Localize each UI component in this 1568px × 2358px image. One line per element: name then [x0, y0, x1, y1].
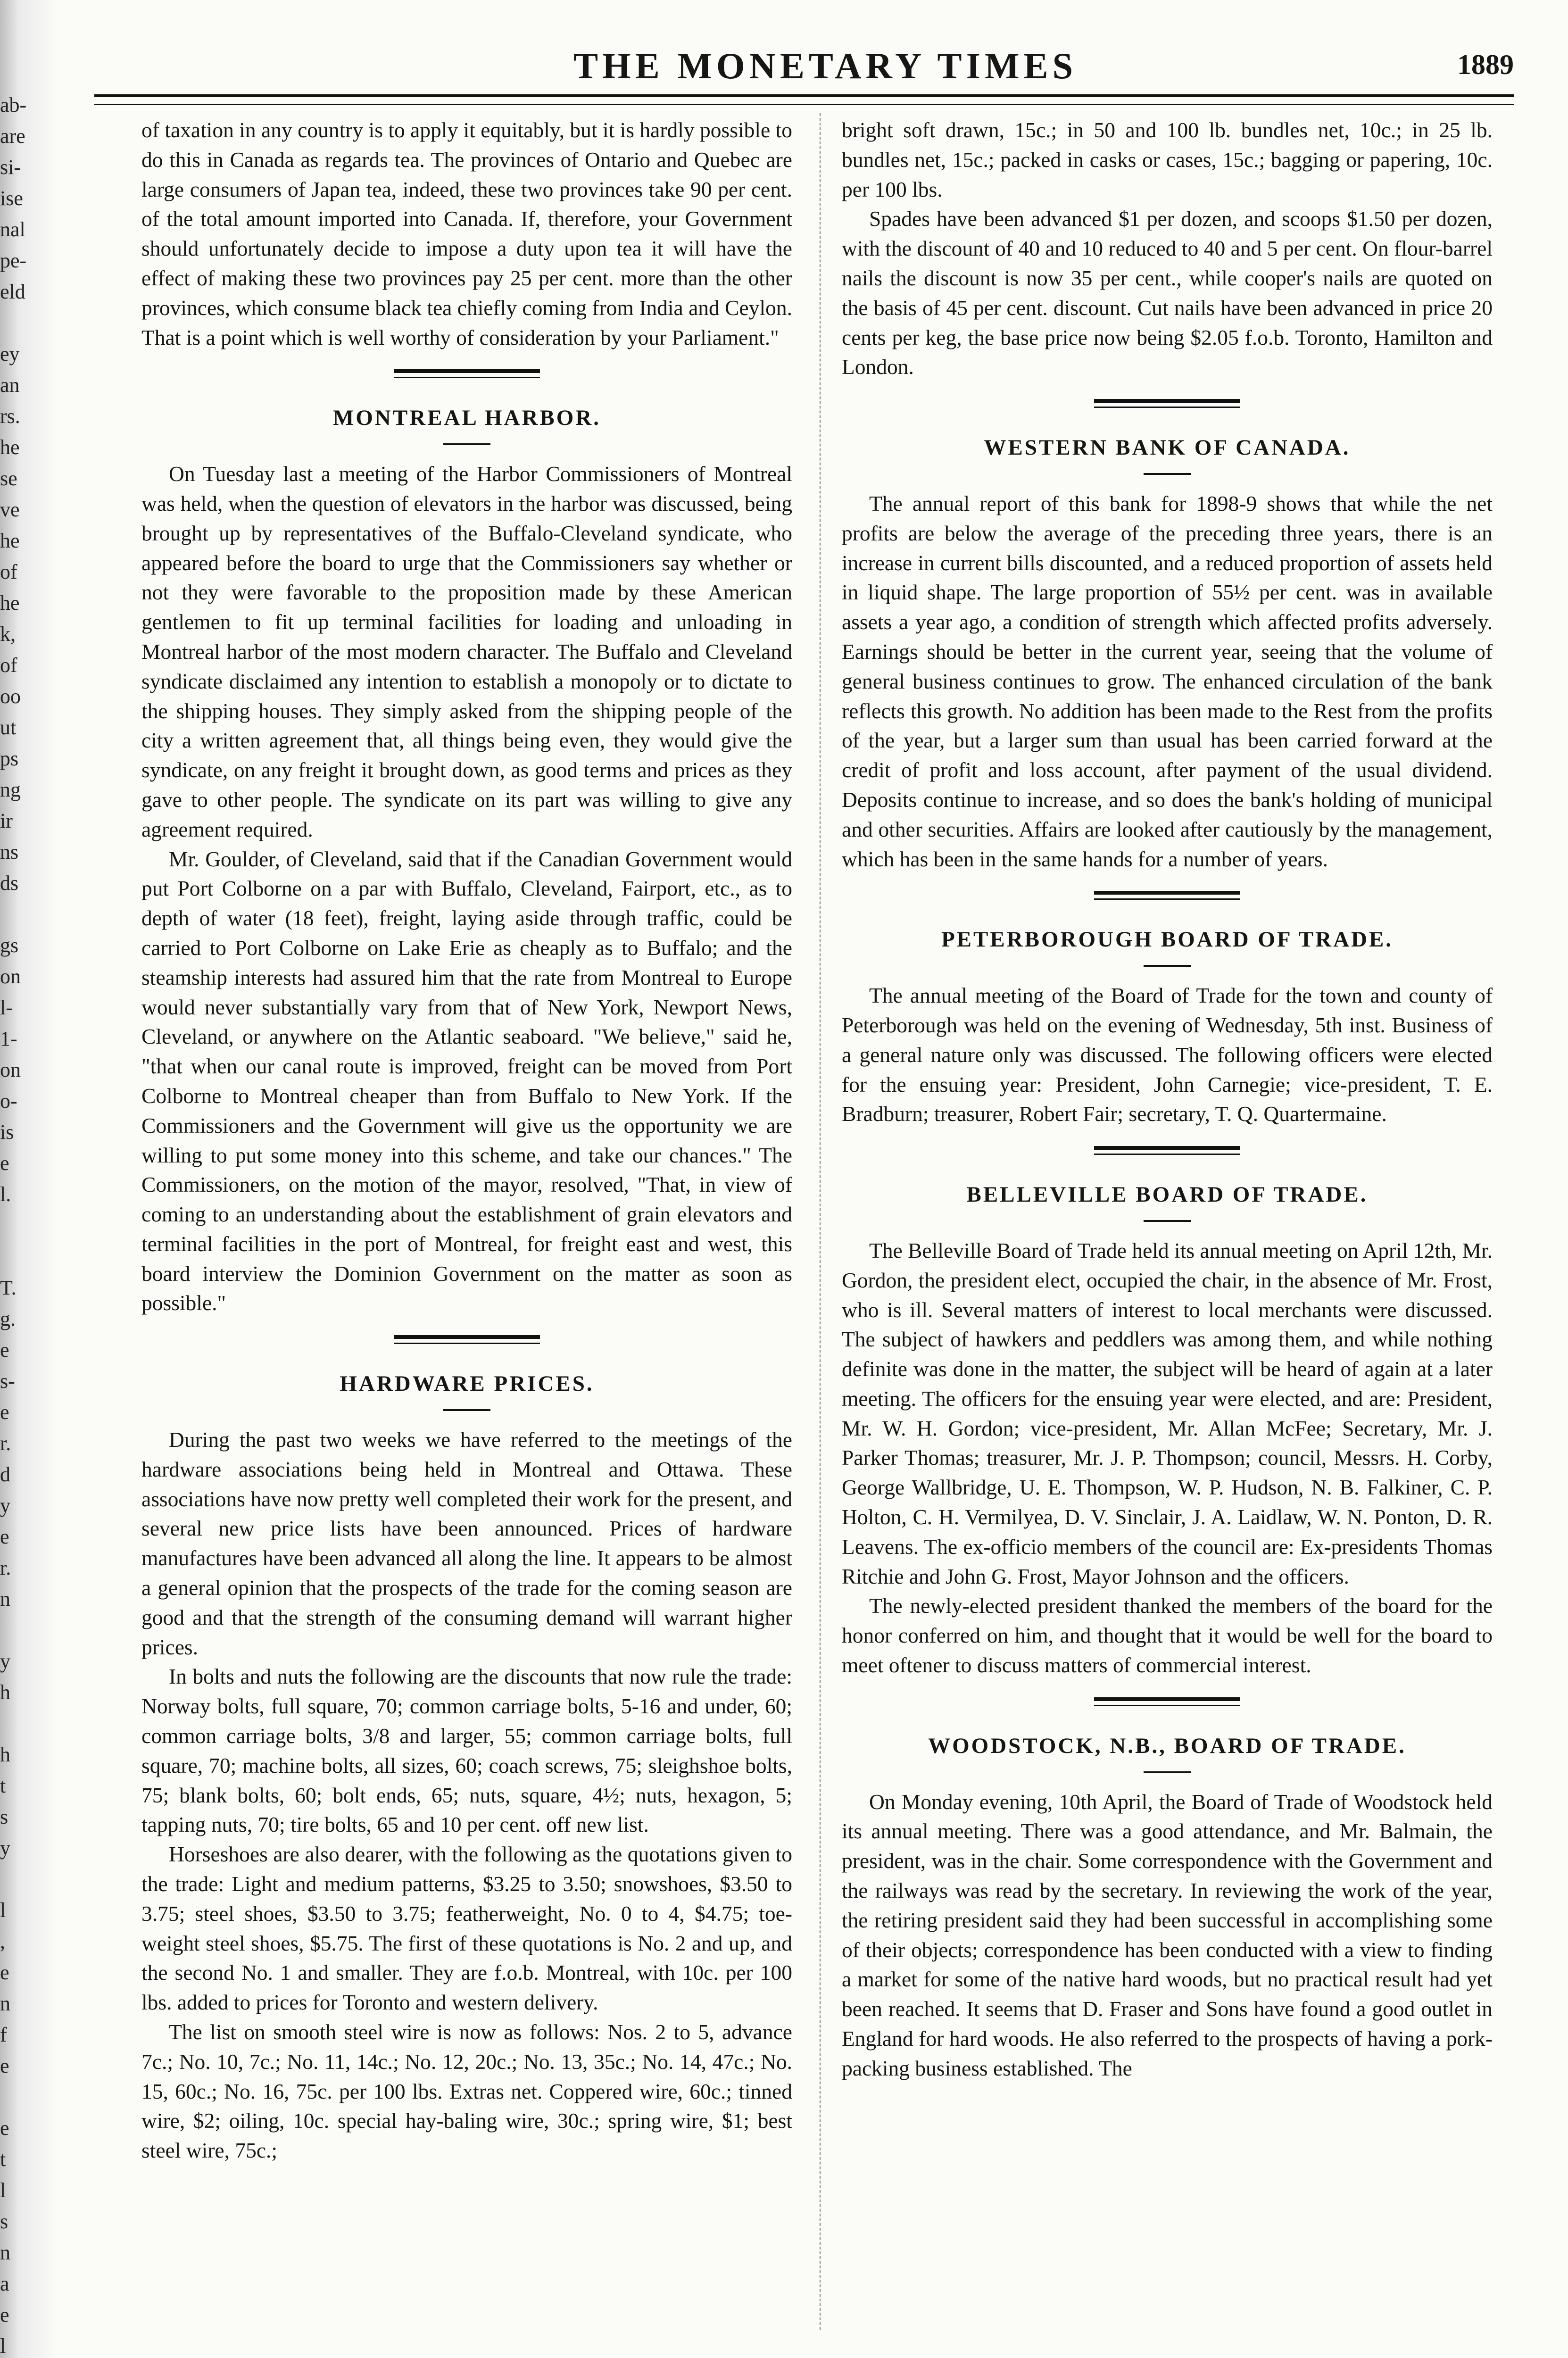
- heading-underline: [443, 443, 490, 445]
- section-divider: [842, 1138, 1493, 1167]
- article-paragraph: On Tuesday last a meeting of the Harbor Commissioners of Montreal was held, when the question of elevators in the harbor was discussed, being brought up by representatives of the Buffalo-Cleveland syndicate, who appeared before the board to urge that the Commissioners say whether or not they were favorable to the proposition made by these American gentlemen to fit up terminal facilities for loading and unloading in Montreal harbor of the most modern character. The Buffalo and Cleveland syndicate disclaimed any intention to establish a monopoly or to dictate to the shipping houses. They simply asked from the shipping people of the city a written agreement that, all things being even, they would give the syndicate, on any freight it brought down, as good terms and prices as they gave to other people. The syndicate on its part was willing to give any agreement required.: [141, 462, 792, 841]
- section-divider: [141, 1328, 792, 1356]
- heading-underline: [1144, 473, 1191, 475]
- section-divider: [842, 391, 1493, 420]
- heading-underline: [443, 1409, 490, 1411]
- article-paragraph: The newly-elected president thanked the members of the board for the honor conferred on him, and thought that it would be well for the board to meet oftener to discuss matters of commercial interest.: [842, 1594, 1493, 1677]
- article-paragraph: Mr. Goulder, of Cleveland, said that if the Canadian Government would put Port Colborne on a par with Buffalo, Cleveland, Fairport, etc., as to depth of water (18 feet), freight, laying aside through traffic, could be carried to Port Colborne on Lake Erie as cheaply as to Buffalo; and the steamship interests had assured him that the rate from Montreal to Europe would never substantially vary from that of New York, Newport News, Cleveland, or anywhere on the Atlantic seaboard. "We believe," said he, "that when our canal route is improved, freight can be moved from Port Colborne to Montreal cheaper than from Buffalo to New York. If the Commissioners and the Government will give us the opportunity we are willing to put some money into this scheme, and take our chances." The Commissioners, on the motion of the mayor, resolved, "That, in view of coming to an understanding about the establishment of grain elevators and terminal facilities in the port of Montreal, for freight east and west, this board interview the Dominion Government on the matter as soon as possible.": [141, 847, 792, 1315]
- heading-underline: [1144, 965, 1191, 967]
- article-paragraph: The Belleville Board of Trade held its annual meeting on April 12th, Mr. Gordon, the president elect, occupied the chair, in the absence of Mr. Frost, who is ill. Several matters of interest to local merchants were discussed. The subject of hawkers and peddlers was among them, and while nothing definite was done in the matter, the subject will be heard of again at a later meeting. The officers for the ensuing year were elected, and are: President, Mr. W. H. Gordon; vice-president, Mr. Allan McFee; Secretary, Mr. J. Parker Thomas; treasurer, Mr. J. P. Thompson; council, Messrs. H. Corby, George Wallbridge, U. E. Thompson, W. P. Hudson, N. B. Falkiner, C. P. Holton, C. H. Vermilyea, D. V. Sinclair, J. A. Laidlaw, W. N. Ponton, D. R. Leavens. The ex-officio members of the council are: Ex-presidents Thomas Ritchie and John G. Frost, Mayor Johnson and the officers.: [842, 1238, 1493, 1588]
- masthead: [137, 45, 1514, 87]
- article-paragraph: Spades have been advanced $1 per dozen, and scoops $1.50 per dozen, with the discount of 40 and 10 reduced to 40 and 5 per cent. On flour-barrel nails the discount is now 35 per cent., while cooper's nails are quoted on the basis of 45 per cent. discount. Cut nails have been advanced in price 20 cents per keg, the base price now being $2.05 f.o.b. Toronto, Hamilton and London.: [842, 207, 1493, 379]
- column-divider: [820, 113, 821, 2330]
- section-heading-peterborough: PETERBOROUGH BOARD OF TRADE.: [941, 927, 1394, 952]
- article-paragraph: The annual meeting of the Board of Trade for the town and county of Peterborough was held on the evening of Wednesday, 5th inst. Business of a general nature only was discussed. The following officers were elected for the ensuing year: President, John Carnegie; vice-president, T. E. Bradburn; treasurer, Robert Fair; secretary, T. Q. Quartermaine.: [842, 983, 1493, 1126]
- adjacent-page-fragments: ab- are si- ise nal pe- eld ey an rs. he se ve he of he k, of oo ut ps ng ir ns ds gs on l- 1- on o- is e l. T. g. e s- e r. d y e r. n y h h t s y l , e n f e e t l s n a e l: [0, 93, 27, 2358]
- left-column: [141, 116, 792, 2166]
- publication-title: THE MONETARY TIMES: [573, 45, 1077, 86]
- article-paragraph: In bolts and nuts the following are the discounts that now rule the trade: Norway bolts, full square, 70; common carriage bolts, 5-16 and under, 60; common carriage bolts, 3/8 and larger, 55; common carriage bolts, full square, 70; machine bolts, all sizes, 60; coach screws, 75; sleighshoe bolts, 75; blank bolts, 60; bolt ends, 65; nuts, square, 4½; nuts, hexagon, 5; tapping nuts, 70; tire bolts, 65 and 10 per cent. off new list.: [141, 1664, 792, 1837]
- section-divider: [842, 1690, 1493, 1718]
- article-paragraph: The annual report of this bank for 1898-9 shows that while the net profits are below the average of the preceding three years, there is an increase in current bills discounted, and a reduced proportion of assets held in liquid shape. The large proportion of 55½ per cent. was in available assets a year ago, a condition of strength which affected profits adversely. Earnings should be better in the current year, seeing that the volume of general business continues to grow. The enhanced circulation of the bank reflects this growth. No addition has been made to the Rest from the profits of the year, but a larger sum than usual has been carried forward at the credit of profit and loss account, after payment of the usual dividend. Deposits continue to increase, and so does the bank's holding of municipal and other securities. Affairs are looked after cautiously by the management, which has been in the same hands for a number of years.: [842, 491, 1493, 871]
- section-heading-montreal-harbor: MONTREAL HARBOR.: [333, 406, 601, 431]
- heading-underline: [1144, 1220, 1191, 1222]
- heading-underline: [1144, 1771, 1191, 1773]
- article-paragraph: The list on smooth steel wire is now as follows: Nos. 2 to 5, advance 7c.; No. 10, 7c.; No. 11, 14c.; No. 12, 20c.; No. 13, 35c.; No. 14, 47c.; No. 15, 60c.; No. 16, 75c. per 100 lbs. Extras net. Coppered wire, 60c.; tinned wire, $2; oiling, 10c. special hay-baling wire, 30c.; spring wire, $1; best steel wire, 75c.;: [141, 2020, 792, 2163]
- section-heading-hardware-prices: HARDWARE PRICES.: [340, 1371, 594, 1396]
- article-paragraph: During the past two weeks we have referred to the meetings of the hardware associations being held in Montreal and Ottawa. These associations have now pretty well completed their work for the present, and several new price lists have been announced. Prices of hardware manufactures have been advanced all along the line. It appears to be almost a general opinion that the prospects of the trade for the coming season are good and that the strength of the consuming demand will warrant higher prices.: [141, 1428, 792, 1659]
- page-number: 1889: [1457, 49, 1514, 80]
- masthead-rule: [94, 94, 1514, 105]
- right-column: [842, 116, 1493, 2084]
- article-paragraph: On Monday evening, 10th April, the Board of Trade of Woodstock held its annual meeting. There was a good attendance, and Mr. Balmain, the president, was in the chair. Some correspondence with the Government and the railways was read by the secretary. In reviewing the work of the year, the retiring president said they had been successful in accomplishing some of their objects; correspondence has been conducted with a view to finding a market for some of the native hard woods, but no practical result had yet been reached. It seems that D. Fraser and Sons have found a good outlet in England for hard woods. He also referred to the prospects of having a pork-packing business established. The: [842, 1789, 1493, 2080]
- section-divider: [842, 883, 1493, 912]
- section-heading-woodstock: WOODSTOCK, N.B., BOARD OF TRADE.: [928, 1733, 1406, 1758]
- section-heading-western-bank: WESTERN BANK OF CANADA.: [984, 435, 1351, 460]
- article-continuation: of taxation in any country is to apply it equitably, but it is hardly possible to do this in Canada as regards tea. The provinces of Ontario and Quebec are large consumers of Japan tea, indeed, these two provinces take 90 per cent. of the total amount imported into Canada. If, therefore, your Government should unfortunately decide to impose a duty upon tea it will have the effect of making these two provinces pay 25 per cent. more than the other provinces, which consume black tea chiefly coming from India and Ceylon. That is a point which is well worthy of consideration by your Parliament.": [141, 118, 792, 349]
- section-divider: [141, 362, 792, 390]
- article-continuation: bright soft drawn, 15c.; in 50 and 100 lb. bundles net, 10c.; in 25 lb. bundles net, 15c.; packed in casks or cases, 15c.; bagging or papering, 10c. per 100 lbs.: [842, 118, 1493, 201]
- article-paragraph: Horseshoes are also dearer, with the following as the quotations given to the trade: Light and medium patterns, $3.25 to 3.50; snowshoes, $3.50 to 3.75; steel shoes, $3.50 to 3.75; featherweight, No. 0 to 4, $4.75; toe-weight steel shoes, $5.75. The first of these quotations is No. 2 and up, and the second No. 1 and smaller. They are f.o.b. Montreal, with 10c. per 100 lbs. added to prices for Toronto and western delivery.: [141, 1842, 792, 2015]
- section-heading-belleville: BELLEVILLE BOARD OF TRADE.: [966, 1182, 1368, 1207]
